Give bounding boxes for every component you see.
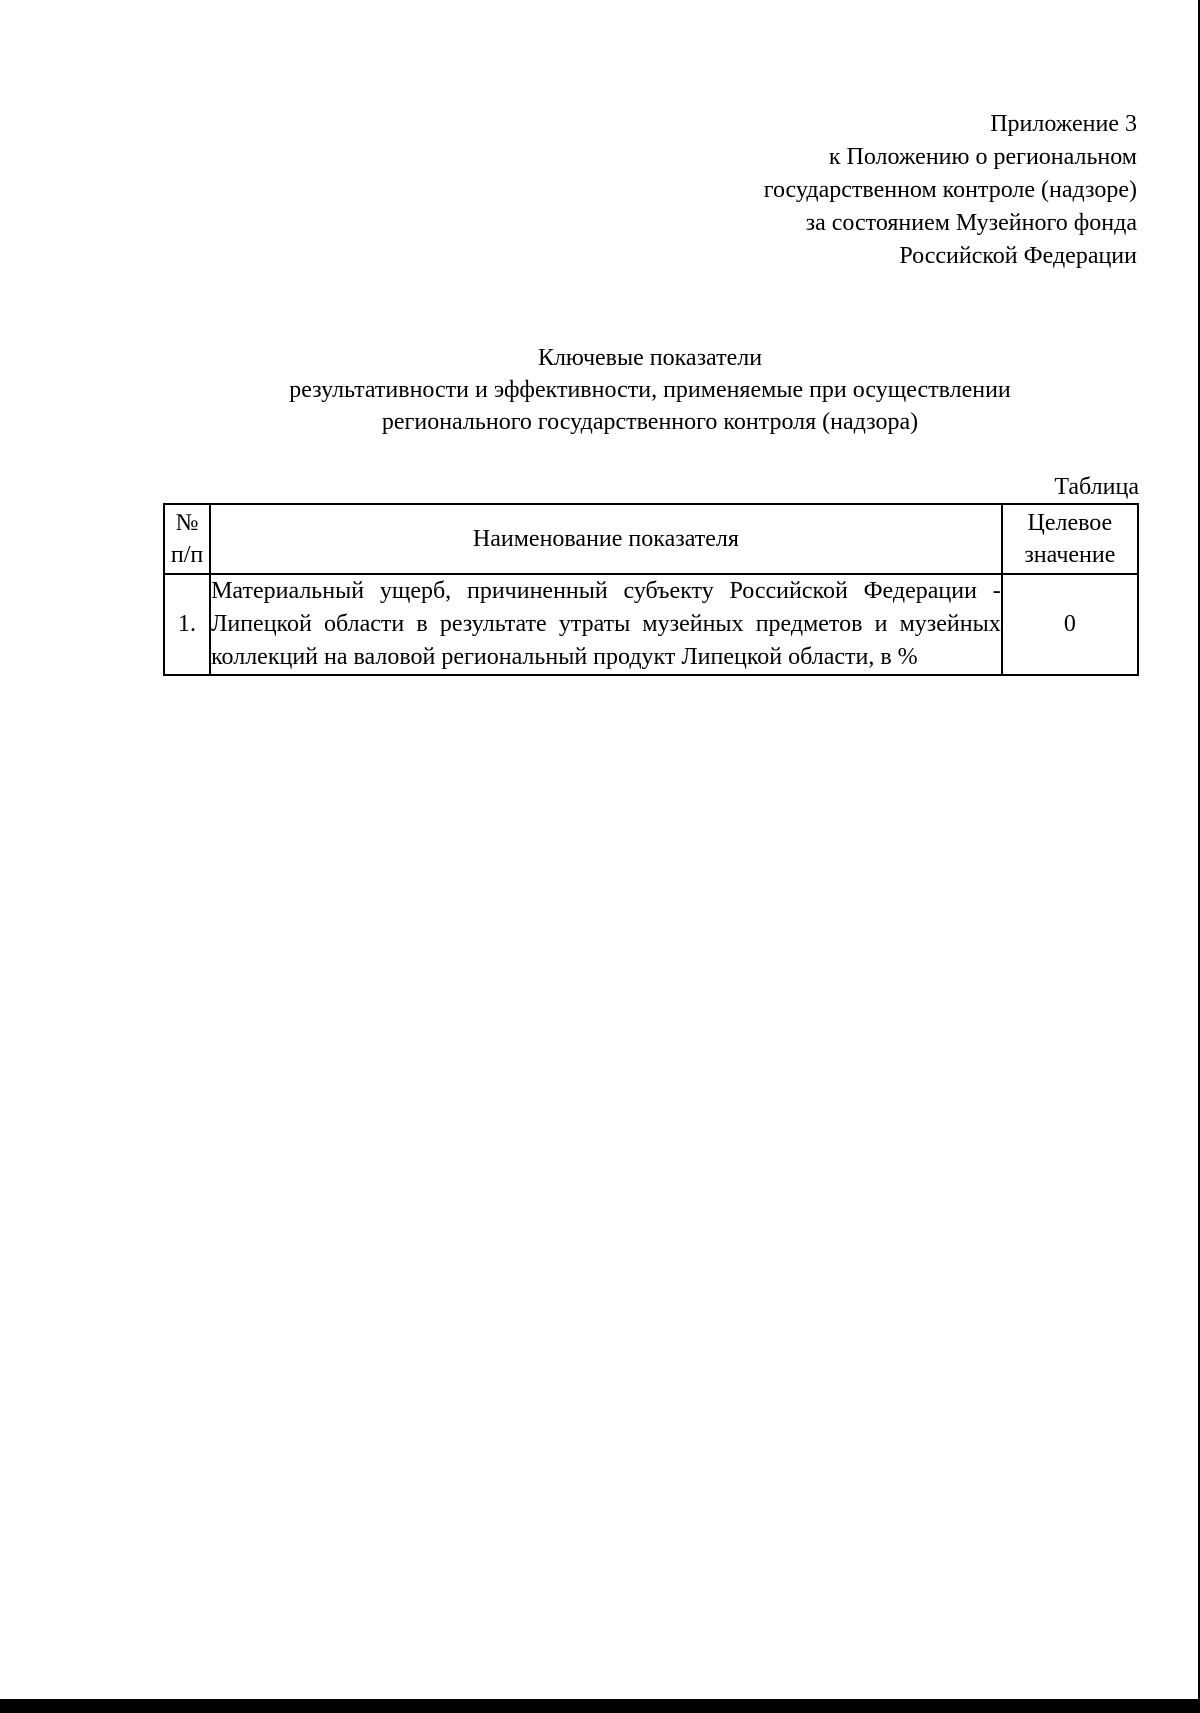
title-line: регионального государственного контроля (надзора): [381, 409, 919, 435]
appendix-header: [764, 108, 1137, 273]
row-indicator-name: Материальный ущерб, причиненный субъекту Российской Федерации - Липецкой области в результате утраты музейных предметов и музейных коллекций на валовой региональный продукт Липецкой области, в %: [210, 574, 1002, 675]
header-indicator-name: Наименование показателя: [210, 504, 1002, 574]
appendix-line: за состоянием Музейного фонда: [805, 210, 1137, 236]
title-line: Ключевые показатели: [537, 345, 763, 371]
appendix-line: к Положению о региональном: [828, 144, 1137, 170]
header-number: [164, 504, 210, 574]
row-number: 1.: [164, 574, 210, 675]
appendix-line: Российской Федерации: [899, 243, 1137, 269]
table-caption: Таблица: [1054, 474, 1139, 500]
appendix-line: Приложение 3: [990, 111, 1137, 137]
indicators-table: [163, 503, 1139, 676]
appendix-line: государственном контроле (надзоре): [763, 177, 1137, 203]
header-target-value: [1002, 504, 1138, 574]
table-row: [164, 574, 1138, 675]
scan-edge-bottom: [0, 1699, 1200, 1713]
title-line: результативности и эффективности, применяемые при осуществлении: [289, 377, 1011, 403]
table-header-row: [164, 504, 1138, 574]
header-target-line1: Целевое: [1027, 510, 1113, 536]
header-number-symbol: №: [175, 510, 199, 536]
header-number-label: п/п: [170, 542, 204, 568]
document-title: [150, 342, 1150, 438]
header-target-line2: значение: [1024, 542, 1116, 568]
row-target-value: 0: [1002, 574, 1138, 675]
